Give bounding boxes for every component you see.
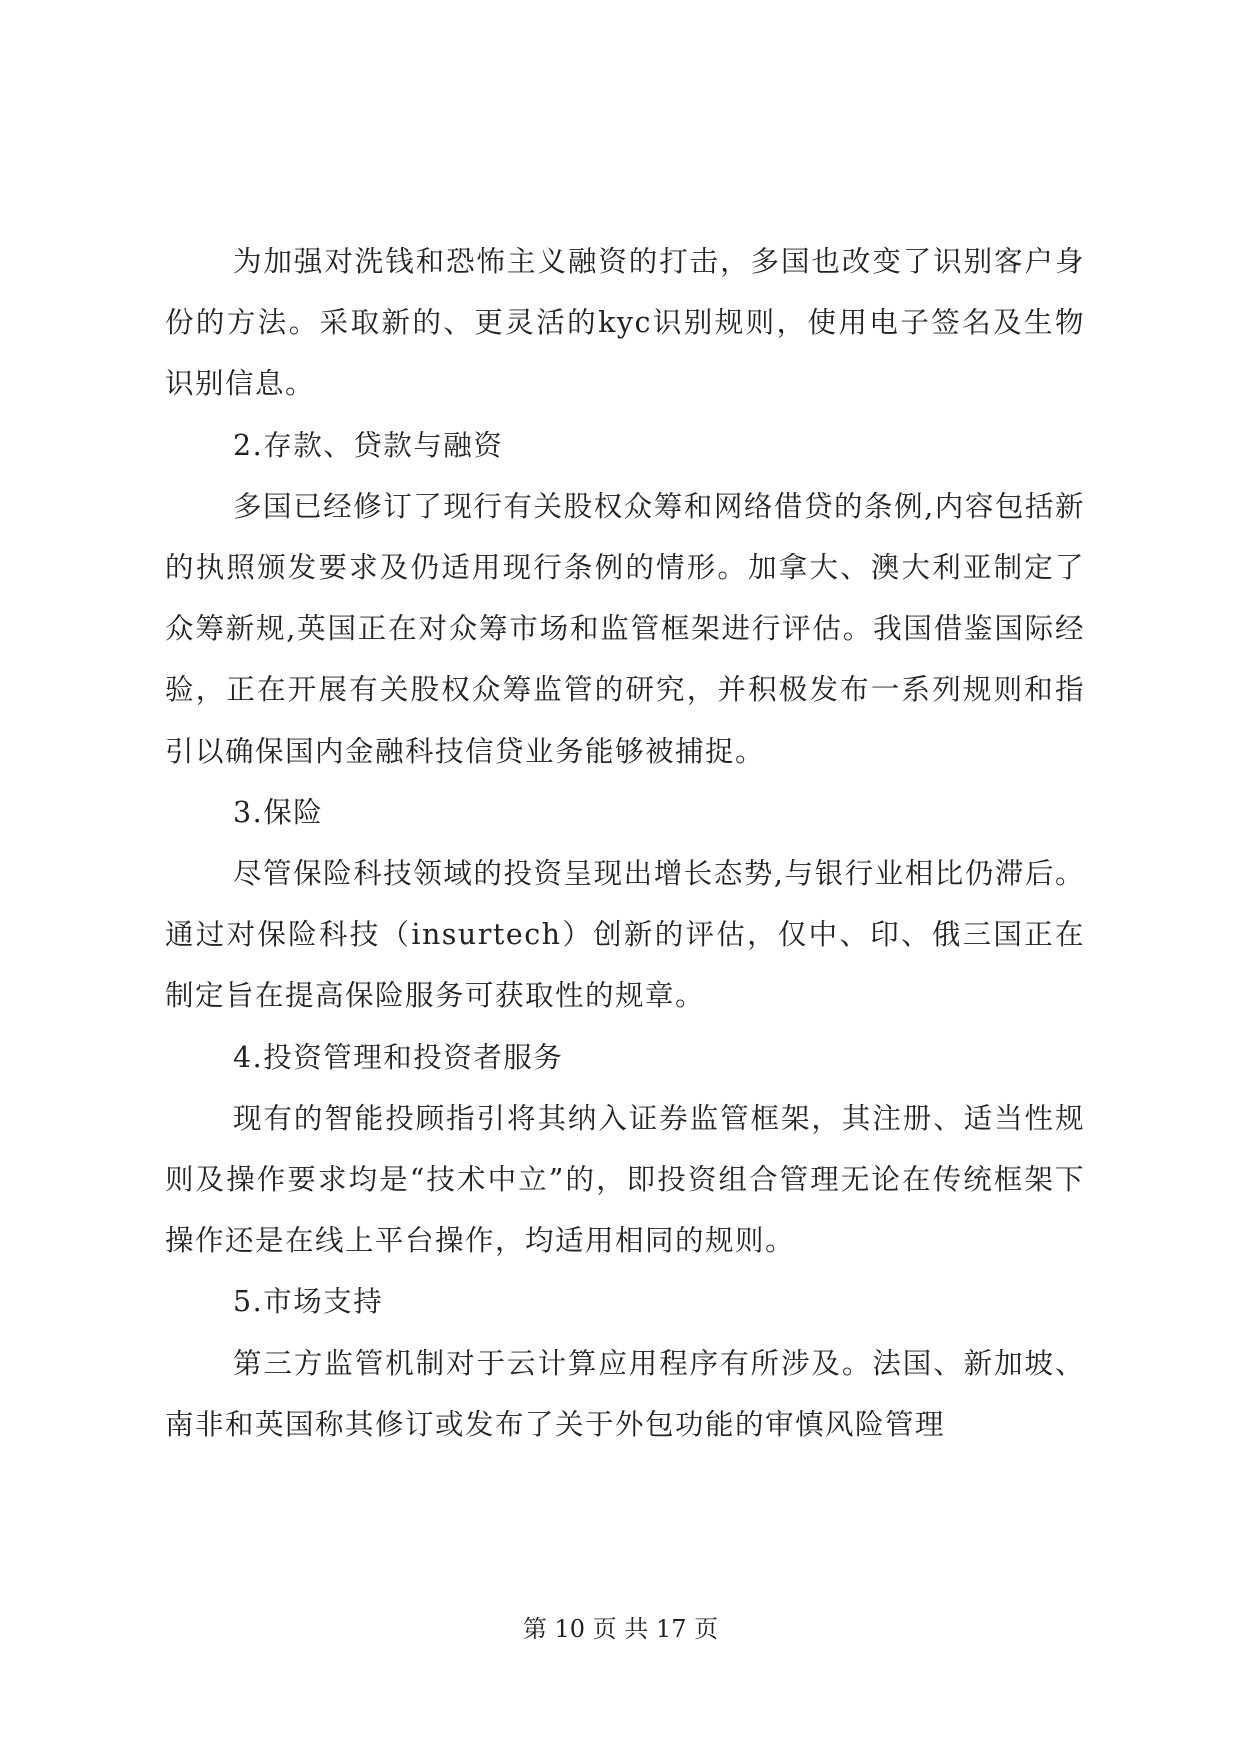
page-number-footer: 第 10 页 共 17 页 <box>522 1615 719 1643</box>
paragraph-robo-advisor: 现有的智能投顾指引将其纳入证券监管框架，其注册、适当性规则及操作要求均是“技术中立”的，即投资组合管理无论在传统框架下操作还是在线上平台操作，均适用相同的规则。 <box>165 1101 1085 1258</box>
paragraph-kyc: 为加强对洗钱和恐怖主义融资的打击，多国也改变了识别客户身份的方法。采取新的、更灵活的kyc识别规则，使用电子签名及生物识别信息。 <box>165 245 1085 401</box>
paragraph-crowdfunding: 多国已经修订了现行有关股权众筹和网络借贷的条例,内容包括新的执照颁发要求及仍适用现行条例的情形。加拿大、澳大利亚制定了众筹新规,英国正在对众筹市场和监管框架进行评估。我国借鉴国际经验，正在开展有关股权众筹监管的研究，并积极发布一系列规则和指引以确保国内金融科技信贷业务能够被捕捉。 <box>165 489 1085 768</box>
document-body <box>165 231 1085 1455</box>
section-heading-market-support: 5.市场支持 <box>233 1285 384 1319</box>
section-heading-investment-management: 4.投资管理和投资者服务 <box>233 1040 564 1074</box>
paragraph-insurtech: 尽管保险科技领域的投资呈现出增长态势,与银行业相比仍滞后。通过对保险科技（insurtech）创新的评估，仅中、印、俄三国正在制定旨在提高保险服务可获取性的规章。 <box>165 857 1085 1013</box>
section-heading-insurance: 3.保险 <box>233 795 324 829</box>
paragraph-cloud-outsourcing: 第三方监管机制对于云计算应用程序有所涉及。法国、新加坡、南非和英国称其修订或发布了关于外包功能的审慎风险管理 <box>165 1346 1085 1441</box>
section-heading-deposits-loans: 2.存款、贷款与融资 <box>233 428 504 462</box>
